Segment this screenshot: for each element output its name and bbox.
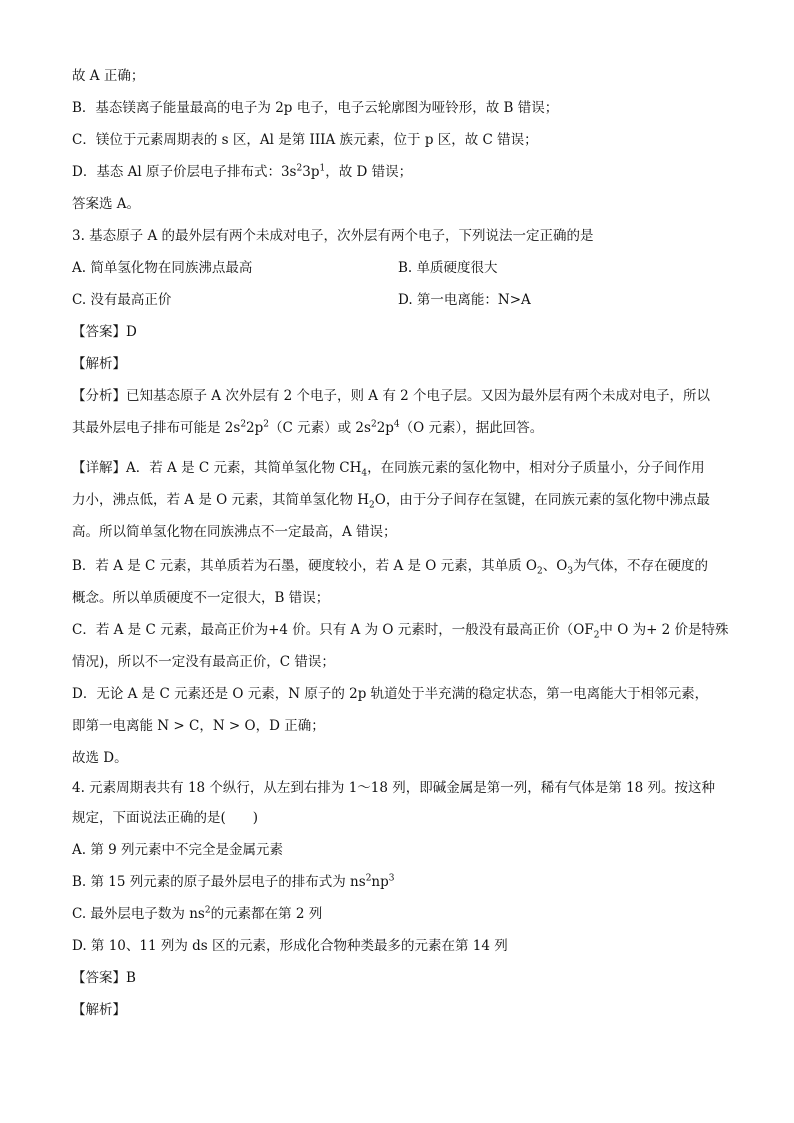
subscript: 3 — [567, 566, 574, 577]
option-d: D. 第 10、11 列为 ds 区的元素，形成化合物种类最多的元素在第 14 列 — [72, 938, 508, 954]
text-line: 故 A 正确； — [72, 68, 145, 84]
subscript: 4 — [361, 468, 368, 479]
superscript: 2 — [365, 873, 372, 884]
option-c — [72, 904, 322, 924]
option-a: A. 简单氢化物在同族沸点最高 — [72, 260, 253, 276]
subscript: 2 — [537, 566, 543, 577]
text-run: 【详解】A．若 A 是 C 元素，其简单氢化物 CH — [72, 460, 362, 476]
text-line — [72, 162, 412, 182]
text-line: 情况)，所以不一定没有最高正价，C 错误； — [72, 654, 335, 670]
answer-label: 【答案】B — [72, 970, 136, 986]
superscript: 1 — [319, 163, 326, 174]
text-run: 为气体，不存在硬度的 — [573, 558, 709, 574]
text-run: 其最外层电子排布可能是 2s — [72, 420, 241, 436]
text-line: B．基态镁离子能量最高的电子为 2p 电子，电子云轮廓图为哑铃形，故 B 错误； — [72, 100, 559, 116]
text-run: 的元素都在第 2 列 — [210, 906, 323, 922]
text-run: 2p — [246, 420, 264, 436]
superscript: 2 — [204, 905, 211, 916]
text-line — [72, 556, 708, 576]
text-run: （O 元素），据此回答。 — [399, 420, 544, 436]
superscript: 2 — [296, 163, 303, 174]
text-line — [72, 490, 710, 510]
text-run: O，由于分子间存在氢键，在同族元素的氢化物中沸点最 — [374, 492, 710, 508]
text-run: ，故 D 错误； — [325, 164, 413, 180]
subscript: 2 — [593, 630, 600, 641]
option-b: B. 单质硬度很大 — [398, 260, 498, 276]
answer-label: 【答案】D — [72, 324, 137, 340]
superscript: 2 — [240, 419, 247, 430]
question-4-stem: 4. 元素周期表共有 18 个纵行，从左到右排为 1～18 列，即碱金属是第一列，稀有气体是第 18 列。按这种 — [72, 780, 716, 796]
superscript: 3 — [388, 873, 395, 884]
option-b — [72, 872, 395, 892]
text-run: 、O — [542, 558, 568, 574]
text-run: （C 元素）或 2s — [269, 420, 371, 436]
text-line — [72, 458, 705, 478]
subscript: 2 — [369, 500, 375, 511]
text-run: 2p — [376, 420, 394, 436]
superscript: 2 — [263, 419, 270, 430]
question-4-stem: 规定，下面说法正确的是( ) — [72, 810, 259, 826]
text-run: np — [371, 874, 389, 890]
text-line: D．无论 A 是 C 元素还是 O 元素，N 原子的 2p 轨道处于半充满的稳定状态，第一电离能大于相邻元素， — [72, 686, 709, 702]
text-run: 3p — [302, 164, 320, 180]
superscript: 2 — [370, 419, 377, 430]
question-3-stem: 3. 基态原子 A 的最外层有两个未成对电子，次外层有两个电子，下列说法一定正确的是 — [72, 228, 594, 244]
analysis-label: 【解析】 — [72, 356, 126, 372]
text-line: 【分析】已知基态原子 A 次外层有 2 个电子，则 A 有 2 个电子层。又因为最外层有两个未成对电子，所以 — [72, 388, 711, 404]
text-line: 答案选 A。 — [72, 196, 141, 212]
option-a: A. 第 9 列元素中不完全是金属元素 — [72, 842, 284, 858]
text-line — [72, 418, 543, 438]
option-c: C. 没有最高正价 — [72, 292, 172, 308]
text-line: C．镁位于元素周期表的 s 区，Al 是第 IIIA 族元素，位于 p 区，故 C 错误； — [72, 132, 538, 148]
text-run: 力小，沸点低，若 A 是 O 元素，其简单氢化物 H — [72, 492, 370, 508]
text-line: 高。所以简单氢化物在同族沸点不一定最高，A 错误； — [72, 524, 397, 540]
text-line: 即第一电离能 N > C，N > O，D 正确； — [72, 718, 325, 734]
text-run: 中 O 为+ 2 价是特殊 — [599, 622, 729, 638]
text-run: ，在同族元素的氢化物中，相对分子质量小，分子间作用 — [367, 460, 705, 476]
text-run: C．若 A 是 C 元素，最高正价为+4 价。只有 A 为 O 元素时，一般没有最高正价（OF — [72, 622, 594, 638]
superscript: 4 — [393, 419, 400, 430]
text-line — [72, 620, 729, 640]
text-run: D．基态 Al 原子价层电子排布式：3s — [72, 164, 297, 180]
option-d: D. 第一电离能：N>A — [398, 292, 531, 308]
text-run: B．若 A 是 C 元素，其单质若为石墨，硬度较小，若 A 是 O 元素，其单质 O — [72, 558, 538, 574]
text-line: 概念。所以单质硬度不一定很大，B 错误； — [72, 590, 330, 606]
analysis-label: 【解析】 — [72, 1002, 126, 1018]
text-line: 故选 D。 — [72, 750, 128, 766]
text-run: C. 最外层电子数为 ns — [72, 906, 205, 922]
text-run: B. 第 15 列元素的原子最外层电子的排布式为 ns — [72, 874, 366, 890]
